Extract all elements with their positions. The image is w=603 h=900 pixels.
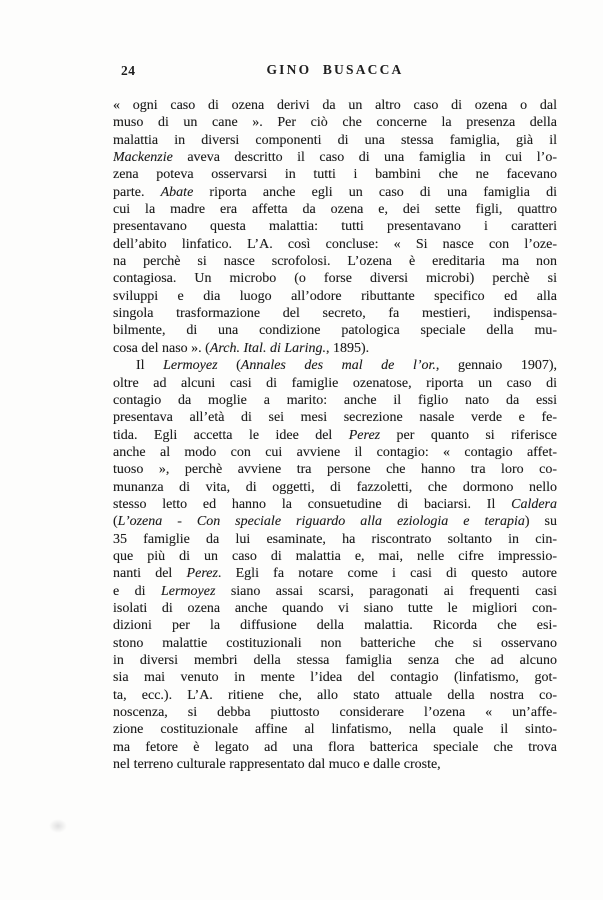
- page-number: 24: [121, 63, 136, 78]
- text-line: munanza di vita, di oggetti, di fazzoletti, che dormono nello: [113, 479, 557, 495]
- text-line: cosa del naso ». (Arch. Ital. di Laring., 1895).: [113, 340, 370, 356]
- text-line: sia mai venuto in mente l’idea del contagio (linfatismo, got-: [113, 670, 557, 686]
- text-line: noscenza, si debba piuttosto considerare l’ozena « un’affe-: [113, 705, 557, 721]
- text-line: stesso letto ed hanno la consuetudine di baciarsi. Il Caldera: [113, 496, 557, 512]
- text-line: singola trasformazione del secreto, fa mestieri, indispensa-: [113, 306, 557, 322]
- text-line: e di Lermoyez siano assai scarsi, paragonati ai frequenti casi: [113, 583, 557, 599]
- text-line: anche al modo con cui avviene il contagio: « contagio affet-: [113, 444, 557, 460]
- text-line: Il Lermoyez (Annales des mal de l’or., gennaio 1907),: [136, 358, 557, 374]
- scan-smudge-artifact: [49, 819, 67, 833]
- text-line: tida. Egli accetta le idee del Perez per quanto si riferisce: [113, 427, 557, 443]
- text-line: oltre ad alcuni casi di famiglie ozenatose, riporta un caso di: [113, 375, 557, 391]
- text-line: parte. Abate riporta anche egli un caso di una famiglia di: [113, 184, 557, 200]
- text-line: dell’abito linfatico. L’A. così concluse: « Si nasce con l’oze-: [113, 236, 557, 252]
- text-line: contagiosa. Un microbo (o forse diversi microbi) perchè si: [113, 271, 557, 287]
- text-line: muso di un cane ». Per ciò che concerne la presenza della: [113, 115, 557, 131]
- text-line: zena poteva osservarsi in tutti i bambini che ne facevano: [113, 167, 557, 183]
- body-text: [113, 97, 557, 773]
- text-line: (L’ozena - Con speciale riguardo alla eziologia e terapia) su: [113, 514, 557, 530]
- text-line: que più di un caso di malattia e, mai, nelle cifre impressio-: [113, 548, 557, 564]
- text-line: isolati di ozena anche quando vi siano tutte le migliori con-: [113, 600, 557, 616]
- text-line: contagio da moglie a marito: anche il figlio nato da essi: [113, 392, 557, 408]
- text-line: stono malattie costituzionali non batteriche che si osservano: [113, 635, 557, 651]
- text-line: in diversi membri della stessa famiglia senza che ad alcuno: [113, 653, 557, 668]
- text-line: presentavano questa malattia: tutti presentavano i caratteri: [113, 219, 557, 235]
- text-line: cui la madre era affetta da ozena e, dei sette figli, quattro: [113, 202, 557, 218]
- text-line: na perchè si nasce scrofolosi. L’ozena è ereditaria ma non: [113, 254, 557, 270]
- text-line: nel terreno culturale rappresentato dal muco e dalle croste,: [113, 757, 441, 773]
- text-line: ta, ecc.). L’A. ritiene che, allo stato attuale della nostra co-: [113, 687, 557, 703]
- text-line: bilmente, di una condizione patologica speciale della mu-: [113, 323, 557, 339]
- running-header: GINO BUSACCA: [266, 62, 404, 77]
- text-line: nanti del Perez. Egli fa notare come i casi di questo autore: [113, 566, 557, 582]
- text-line: sviluppi e dia luogo all’odore ributtante specifico ed alla: [113, 288, 557, 304]
- text-line: presentava all’età di sei mesi secrezione nasale verde e fe-: [113, 410, 557, 426]
- text-line: zione costituzionale affine al linfatismo, nella quale il sinto-: [113, 722, 557, 738]
- text-line: ma fetore è legato ad una flora batterica speciale che trova: [113, 739, 557, 755]
- text-line: 35 famiglie da lui esaminate, ha riscontrato soltanto in cin-: [113, 531, 557, 547]
- text-line: malattia in diversi componenti di una stessa famiglia, già il: [113, 132, 557, 148]
- text-line: « ogni caso di ozena derivi da un altro caso di ozena o dal: [113, 98, 557, 113]
- text-line: dizioni per la diffusione della malattia. Ricorda che esi-: [113, 618, 557, 634]
- page-header: [113, 62, 557, 80]
- text-line: Mackenzie aveva descritto il caso di una famiglia in cui l’o-: [113, 150, 557, 166]
- text-line: tuoso », perchè avviene tra persone che hanno tra loro co-: [113, 462, 557, 478]
